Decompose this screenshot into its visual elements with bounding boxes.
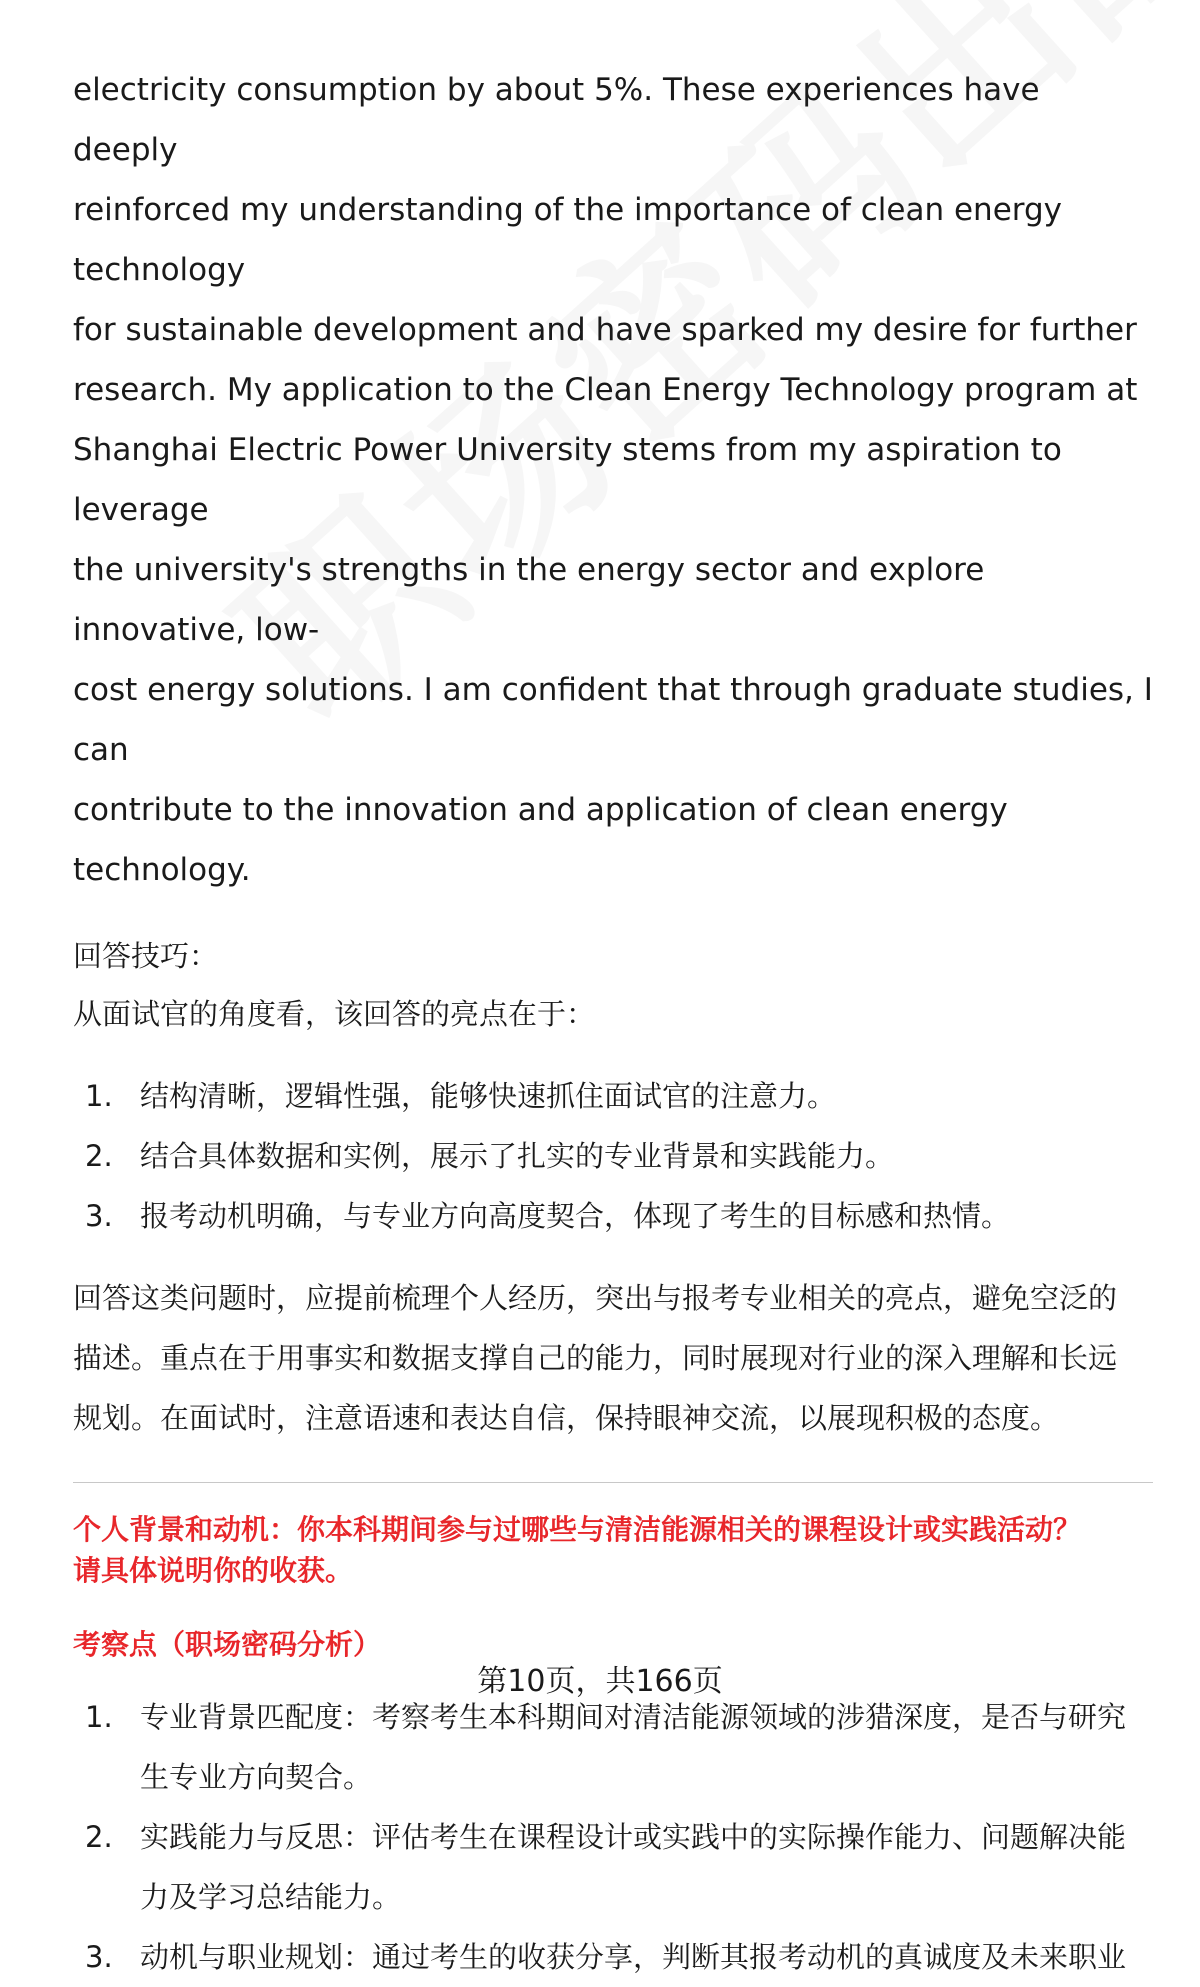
list-text: 结合具体数据和实例，展示了扎实的专业背景和实践能力。 [140,1139,895,1173]
analysis-list [73,1687,1153,1987]
text-line: 规划。在面试时，注意语速和表达自信，保持眼神交流，以展现积极的态度。 [73,1401,1060,1435]
highlights-list [73,1066,1153,1246]
list-item [73,1687,1153,1807]
section-divider [73,1482,1153,1483]
text-line: 力及学习总结能力。 [140,1880,402,1914]
list-number: 2. [85,1820,113,1854]
list-text: 报考动机明确，与专业方向高度契合，体现了考生的目标感和热情。 [140,1199,1011,1233]
list-number: 1. [85,1700,113,1734]
list-number: 3. [85,1940,113,1974]
text-line: for sustainable development and have sparked my desire for further [73,312,1137,348]
tips-intro: 从面试官的角度看，该回答的亮点在于： [73,997,596,1031]
text-line: 回答这类问题时，应提前梳理个人经历，突出与报考专业相关的亮点，避免空泛的 [73,1281,1118,1315]
text-line: 生专业方向契合。 [140,1760,373,1794]
question-heading [73,1509,1153,1591]
list-number: 3. [85,1199,113,1233]
list-item [73,1126,1153,1186]
text-line: reinforced my understanding of the importance of clean energy technology [73,192,1063,288]
tips-label: 回答技巧： [73,939,219,973]
text-line: research. My application to the Clean Energy Technology program at [73,372,1138,408]
list-number: 2. [85,1139,113,1173]
text-line: 实践能力与反思：评估考生在课程设计或实践中的实际操作能力、问题解决能 [140,1820,1127,1854]
text-line: 描述。重点在于用事实和数据支撑自己的能力，同时展现对行业的深入理解和长远 [73,1341,1118,1375]
list-item [73,1807,1153,1927]
list-text [140,1687,1153,1807]
text-line: 个人背景和动机：你本科期间参与过哪些与清洁能源相关的课程设计或实践活动？ [73,1513,1082,1546]
list-item [73,1927,1153,1987]
text-line: 请具体说明你的收获。 [73,1554,354,1587]
analysis-title: 考察点（职场密码分析） [73,1628,382,1661]
list-item [73,1066,1153,1126]
text-line: cost energy solutions. I am confident that through graduate studies, I can [73,672,1153,768]
list-text [140,1927,1153,1987]
list-text [140,1807,1153,1927]
list-text: 结构清晰，逻辑性强，能够快速抓住面试官的注意力。 [140,1079,837,1113]
text-line: the university's strengths in the energy sector and explore innovative, low- [73,552,985,648]
text-line: 专业背景匹配度：考察考生本科期间对清洁能源领域的涉猎深度，是否与研究 [140,1700,1127,1734]
text-line: Shanghai Electric Power University stems from my aspiration to leverage [73,432,1062,528]
list-number: 1. [85,1079,113,1113]
page-footer: 第10页，共166页 [477,1664,723,1699]
advice-paragraph [73,1268,1153,1448]
text-line: 动机与职业规划：通过考生的收获分享，判断其报考动机的真诚度及未来职业 [140,1940,1127,1974]
english-paragraph [73,60,1153,900]
list-item [73,1186,1153,1246]
text-line: contribute to the innovation and application of clean energy technology. [73,792,1008,888]
text-line: electricity consumption by about 5%. These experiences have deeply [73,72,1040,168]
